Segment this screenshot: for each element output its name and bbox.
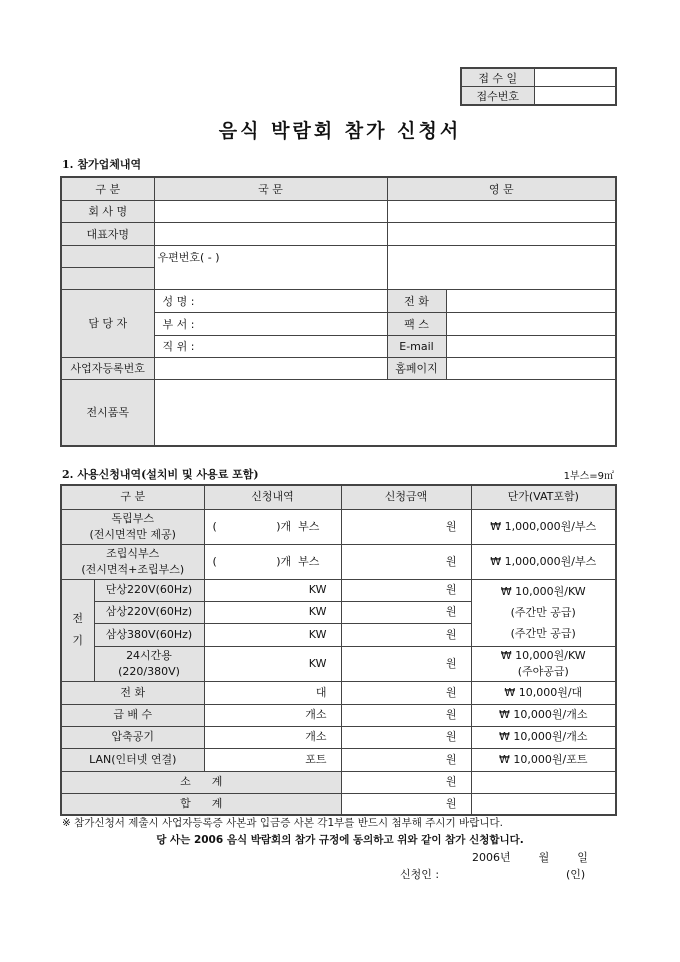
electricity-label: 전 기 xyxy=(61,579,94,681)
header-unit-price: 단가(VAT포함) xyxy=(471,485,616,509)
other-row-label: 급 배 수 xyxy=(61,704,204,726)
application-date[interactable]: 2006년 월 일 xyxy=(472,851,588,864)
fax-label: 팩 스 xyxy=(387,312,446,335)
address-kr[interactable] xyxy=(154,245,387,289)
total-blank xyxy=(471,793,616,815)
other-row-price: ₩ 10,000원/대 xyxy=(471,681,616,704)
elec-row-amount[interactable]: 원 xyxy=(341,579,471,601)
subtotal-label: 소 계 xyxy=(61,771,341,793)
booth-independent-qty[interactable]: ( )개 부스 xyxy=(204,509,341,544)
other-row-price: ₩ 10,000원/포트 xyxy=(471,748,616,771)
agreement-statement: 당 사는 2006 음식 박람회의 참가 규정에 동의하고 위와 같이 참가 신청합니다. xyxy=(156,834,524,846)
address-en[interactable] xyxy=(387,245,616,289)
contact-label: 담 당 자 xyxy=(61,289,154,357)
other-row-qty[interactable]: 개소 xyxy=(204,704,341,726)
company-name-en[interactable] xyxy=(387,200,616,222)
other-row-label: 전 화 xyxy=(61,681,204,704)
booth-assembled-label: 조립식부스 (전시면적+조립부스) xyxy=(61,544,204,579)
booth-independent-amount[interactable]: 원 xyxy=(341,509,471,544)
receipt-box xyxy=(460,67,617,106)
contact-dept-field[interactable]: 부 서 : xyxy=(154,312,387,335)
other-row-amount[interactable]: 원 xyxy=(341,726,471,748)
homepage-field[interactable] xyxy=(446,357,616,379)
booth-independent-price: ₩ 1,000,000원/부스 xyxy=(471,509,616,544)
seal-mark: (인) xyxy=(566,868,586,881)
company-name-label: 회 사 명 xyxy=(61,200,154,222)
contact-name-field[interactable]: 성 명 : xyxy=(154,289,387,312)
postal-code-label: 우편번호( - ) xyxy=(157,250,220,264)
elec-row-qty[interactable]: KW xyxy=(204,579,341,601)
section2-heading: 2. 사용신청내역(설치비 및 사용료 포함) xyxy=(62,468,259,481)
page-title: 음식 박람회 참가 신청서 xyxy=(218,120,462,142)
total-label: 합 계 xyxy=(61,793,341,815)
booth-independent-label: 독립부스 (전시면적만 제공) xyxy=(61,509,204,544)
company-info-table xyxy=(60,176,617,447)
header-category: 구 분 xyxy=(61,485,204,509)
header-request: 신청내역 xyxy=(204,485,341,509)
header-amount: 신청금액 xyxy=(341,485,471,509)
booth-assembled-price: ₩ 1,000,000원/부스 xyxy=(471,544,616,579)
elec-row-qty[interactable]: KW xyxy=(204,601,341,623)
ceo-en[interactable] xyxy=(387,222,616,245)
attachment-note: ※ 참가신청서 제출시 사업자등록증 사본과 입금증 사본 각1부를 반드시 첨부해 주시기 바랍니다. xyxy=(62,817,503,829)
applicant-label: 신청인 : xyxy=(400,868,440,881)
bizreg-label: 사업자등록번호 xyxy=(61,357,154,379)
other-row-amount[interactable]: 원 xyxy=(341,681,471,704)
header-category: 구 분 xyxy=(61,177,154,200)
header-korean: 국 문 xyxy=(154,177,387,200)
ceo-kr[interactable] xyxy=(154,222,387,245)
address-label-2 xyxy=(61,267,154,289)
other-row-label: 압축공기 xyxy=(61,726,204,748)
section1-heading: 1. 참가업체내역 xyxy=(62,158,142,171)
booth-assembled-amount[interactable]: 원 xyxy=(341,544,471,579)
homepage-label: 홈페이지 xyxy=(387,357,446,379)
header-english: 영 문 xyxy=(387,177,616,200)
subtotal-amount[interactable]: 원 xyxy=(341,771,471,793)
bizreg-field[interactable] xyxy=(154,357,387,379)
other-row-price: ₩ 10,000원/개소 xyxy=(471,726,616,748)
other-row-qty[interactable]: 포트 xyxy=(204,748,341,771)
elec-row-label: 삼상220V(60Hz) xyxy=(94,601,204,623)
company-name-kr[interactable] xyxy=(154,200,387,222)
items-field[interactable] xyxy=(154,379,616,446)
total-amount[interactable]: 원 xyxy=(341,793,471,815)
other-row-qty[interactable]: 개소 xyxy=(204,726,341,748)
usage-table xyxy=(60,484,617,816)
elec-24h-qty[interactable]: KW xyxy=(204,646,341,681)
elec-24h-label: 24시간용 (220/380V) xyxy=(94,646,204,681)
items-label: 전시품목 xyxy=(61,379,154,446)
elec-row-amount[interactable]: 원 xyxy=(341,601,471,623)
other-row-price: ₩ 10,000원/개소 xyxy=(471,704,616,726)
receipt-date-label: 접 수 일 xyxy=(461,68,534,87)
email-field[interactable] xyxy=(446,335,616,357)
elec-24h-amount[interactable]: 원 xyxy=(341,646,471,681)
email-label: E-mail xyxy=(387,335,446,357)
other-row-label: LAN(인터넷 연결) xyxy=(61,748,204,771)
elec-24h-price: ₩ 10,000원/KW (주야공급) xyxy=(471,646,616,681)
phone-label: 전 화 xyxy=(387,289,446,312)
other-row-qty[interactable]: 대 xyxy=(204,681,341,704)
ceo-label: 대표자명 xyxy=(61,222,154,245)
elec-row-label: 단상220V(60Hz) xyxy=(94,579,204,601)
elec-row-label: 삼상380V(60Hz) xyxy=(94,623,204,646)
elec-daytime-price: ₩ 10,000원/KW (주간만 공급) (주간만 공급) xyxy=(471,579,616,646)
receipt-number-label: 접수번호 xyxy=(461,87,534,106)
elec-row-qty[interactable]: KW xyxy=(204,623,341,646)
fax-field[interactable] xyxy=(446,312,616,335)
other-row-amount[interactable]: 원 xyxy=(341,704,471,726)
phone-field[interactable] xyxy=(446,289,616,312)
receipt-date-field[interactable] xyxy=(534,68,616,87)
elec-row-amount[interactable]: 원 xyxy=(341,623,471,646)
subtotal-blank xyxy=(471,771,616,793)
booth-assembled-qty[interactable]: ( )개 부스 xyxy=(204,544,341,579)
other-row-amount[interactable]: 원 xyxy=(341,748,471,771)
address-label-1 xyxy=(61,245,154,267)
receipt-number-field[interactable] xyxy=(534,87,616,106)
contact-position-field[interactable]: 직 위 : xyxy=(154,335,387,357)
booth-unit-note: 1부스=9㎡ xyxy=(563,471,614,482)
